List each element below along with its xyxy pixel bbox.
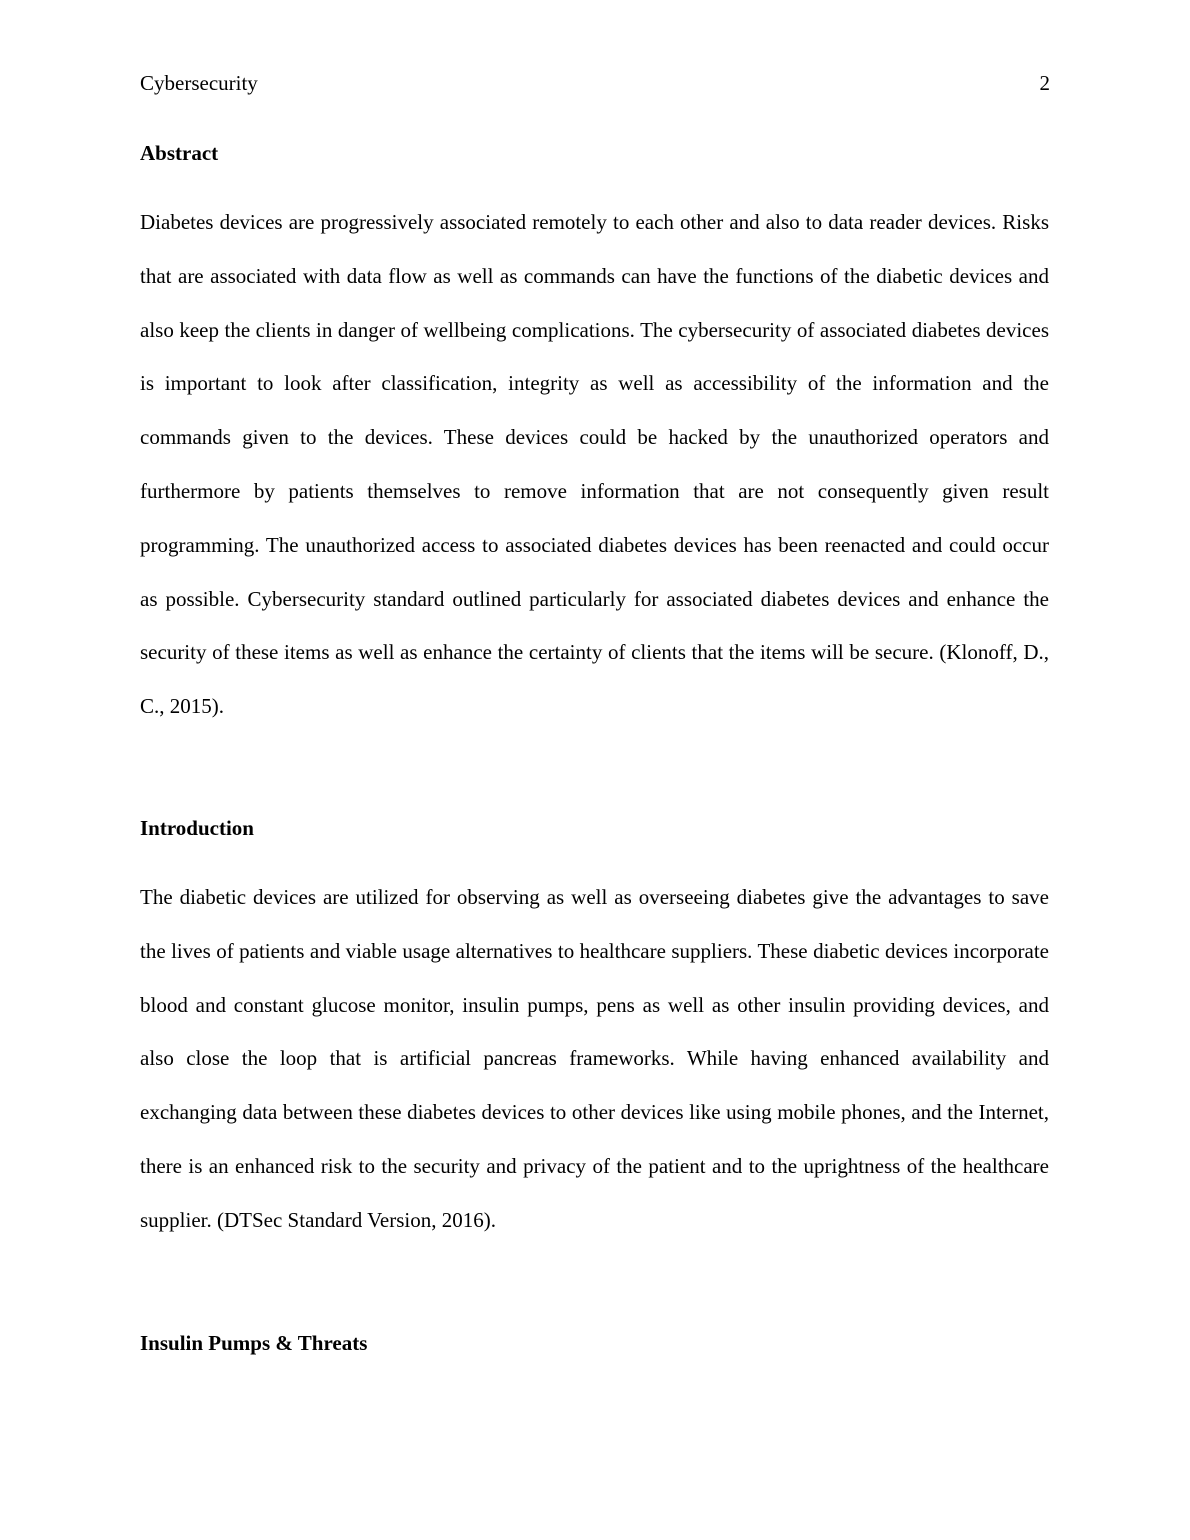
section-heading-insulin-pumps: Insulin Pumps & Threats bbox=[140, 1331, 368, 1355]
abstract-paragraph: Diabetes devices are progressively associated remotely to each other and also to data reader devices. Risks that are associated with data flow as well as commands can have the functions of the diabetic devices and also keep the clients in danger of wellbeing complications. The cybersecurity of associated diabetes devices is important to look after classification, integrity as well as accessibility of the information and the commands given to the devices. These devices could be hacked by the unauthorized operators and furthermore by patients themselves to remove information that are not consequently given result programming. The unauthorized access to associated diabetes devices has been reenacted and could occur as possible. Cybersecurity standard outlined particularly for associated diabetes devices and enhance the security of these items as well as enhance the certainty of clients that the items will be secure. (Klonoff, D., C., 2015). bbox=[140, 210, 1049, 719]
section-heading-abstract: Abstract bbox=[140, 141, 219, 165]
section-heading-introduction: Introduction bbox=[140, 816, 254, 840]
introduction-paragraph: The diabetic devices are utilized for observing as well as overseeing diabetes give the advantages to save the lives of patients and viable usage alternatives to healthcare suppliers. These diabetic devices incorporate blood and constant glucose monitor, insulin pumps, pens as well as other insulin providing devices, and also close the loop that is artificial pancreas frameworks. While having enhanced availability and exchanging data between these diabetes devices to other devices like using mobile phones, and the Internet, there is an enhanced risk to the security and privacy of the patient and to the uprightness of the healthcare supplier. (DTSec Standard Version, 2016). bbox=[140, 885, 1049, 1232]
running-head: Cybersecurity bbox=[140, 71, 258, 95]
page-number: 2 bbox=[1039, 71, 1050, 95]
